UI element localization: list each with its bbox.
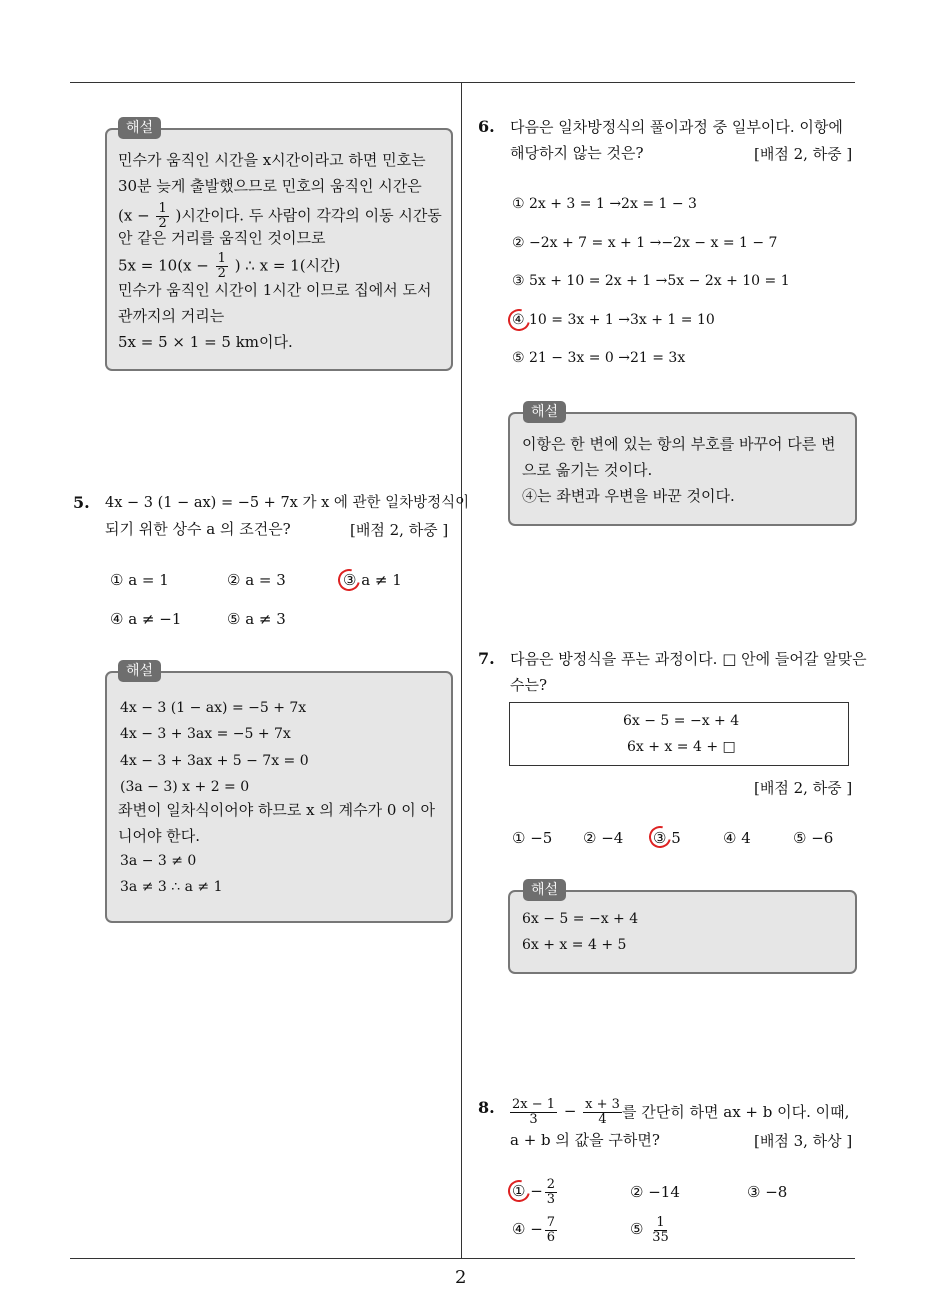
fraction bbox=[650, 1216, 671, 1245]
numerator: 1 bbox=[656, 1214, 665, 1230]
denominator: 35 bbox=[652, 1229, 669, 1245]
solution-tag: 해설 bbox=[118, 660, 161, 682]
text-fragment: ) ∴ x = 1(시간) bbox=[234, 256, 341, 275]
answer-mark-circle bbox=[504, 305, 534, 335]
question-text: 다음은 일차방정식의 풀이과정 중 일부이다. 이항에 bbox=[510, 118, 843, 136]
option-4[interactable] bbox=[512, 1210, 559, 1248]
denominator: 2 bbox=[217, 266, 226, 281]
option-4[interactable]: ④ a ≠ −1 bbox=[110, 610, 182, 628]
option-label: ① − bbox=[512, 1182, 543, 1200]
numerator: 2 bbox=[546, 1176, 556, 1192]
option-2[interactable]: ② −4 bbox=[583, 829, 624, 847]
text-fragment: (x − bbox=[118, 206, 150, 225]
top-rule bbox=[70, 82, 855, 83]
question-text: 해당하지 않는 것은? bbox=[510, 144, 644, 162]
solution-line: (3a − 3) x + 2 = 0 bbox=[120, 779, 250, 795]
solution-line: 5x = 5 × 1 = 5 km이다. bbox=[118, 333, 293, 351]
solution-box-7 bbox=[508, 890, 857, 974]
option-3[interactable]: ③ 5 bbox=[653, 829, 681, 847]
numerator: 7 bbox=[546, 1214, 556, 1230]
denominator: 2 bbox=[158, 216, 167, 231]
question-number: 5. bbox=[73, 493, 90, 512]
fraction-1 bbox=[510, 1098, 557, 1127]
question-number: 8. bbox=[478, 1098, 495, 1117]
option-5[interactable]: ⑤ 21 − 3x = 0 →21 = 3x bbox=[512, 350, 686, 366]
solution-line: 4x − 3 + 3ax = −5 + 7x bbox=[120, 726, 291, 742]
option-label: ④ − bbox=[512, 1220, 543, 1238]
equation-line: 6x + x = 4 + □ bbox=[627, 739, 736, 755]
solution-line: 이항은 한 변에 있는 항의 부호를 바꾸어 다른 변 bbox=[522, 435, 836, 453]
option-5[interactable] bbox=[630, 1210, 673, 1248]
grade-label: [배점 2, 하중 ] bbox=[350, 521, 449, 539]
solution-tag: 해설 bbox=[523, 401, 566, 423]
denominator: 4 bbox=[598, 1111, 607, 1127]
option-2[interactable]: ② −2x + 7 = x + 1 →−2x − x = 1 − 7 bbox=[512, 235, 778, 251]
question-text: 되기 위한 상수 a 의 조건은? bbox=[105, 520, 291, 538]
question-number: 6. bbox=[478, 117, 495, 136]
text-fragment: )시간이다. 두 사람이 각각의 이동 시간동 bbox=[175, 206, 442, 225]
solution-line: 좌변이 일차식이어야 하므로 x 의 계수가 0 이 아 bbox=[118, 801, 435, 819]
option-3[interactable]: ③ −8 bbox=[747, 1183, 788, 1201]
minus-sign: − bbox=[563, 1102, 577, 1120]
option-5[interactable]: ⑤ −6 bbox=[793, 829, 834, 847]
solution-line: 민수가 움직인 시간을 x시간이라고 하면 민호는 bbox=[118, 151, 426, 169]
solution-tag: 해설 bbox=[523, 879, 566, 901]
option-1[interactable]: ① 2x + 3 = 1 →2x = 1 − 3 bbox=[512, 196, 697, 212]
solution-line: 으로 옮기는 것이다. bbox=[522, 461, 653, 479]
numerator: 1 bbox=[217, 251, 226, 266]
fraction-half bbox=[216, 252, 228, 281]
solution-line: ④는 좌변과 우변을 바꾼 것이다. bbox=[522, 487, 735, 505]
solution-line: 3a ≠ 3 ∴ a ≠ 1 bbox=[120, 879, 223, 895]
solution-line bbox=[118, 202, 442, 231]
option-2[interactable]: ② −14 bbox=[630, 1183, 680, 1201]
option-1[interactable]: ① a = 1 bbox=[110, 571, 169, 589]
numerator: x + 3 bbox=[585, 1096, 620, 1112]
fraction-2 bbox=[583, 1098, 622, 1127]
question-expression bbox=[508, 1094, 624, 1128]
column-divider bbox=[461, 83, 462, 1258]
solution-line: 3a − 3 ≠ 0 bbox=[120, 853, 197, 869]
grade-label: [배점 2, 하중 ] bbox=[754, 145, 853, 163]
option-4[interactable]: ④ 10 = 3x + 1 →3x + 1 = 10 bbox=[512, 312, 715, 328]
answer-mark-circle bbox=[334, 565, 364, 595]
fraction bbox=[545, 1178, 557, 1207]
option-label: ⑤ bbox=[630, 1220, 644, 1238]
option-3[interactable]: ③ 5x + 10 = 2x + 1 →5x − 2x + 10 = 1 bbox=[512, 273, 790, 289]
solution-line: 안 같은 거리를 움직인 것이므로 bbox=[118, 229, 326, 247]
text-fragment: 5x = 10(x − bbox=[118, 256, 209, 275]
denominator: 3 bbox=[529, 1111, 538, 1127]
bottom-rule bbox=[70, 1258, 855, 1259]
denominator: 6 bbox=[546, 1229, 556, 1245]
solution-tag: 해설 bbox=[118, 117, 161, 139]
option-2[interactable]: ② a = 3 bbox=[227, 571, 286, 589]
answer-mark-circle bbox=[645, 822, 675, 852]
option-5[interactable]: ⑤ a ≠ 3 bbox=[227, 610, 286, 628]
solution-line: 6x + x = 4 + 5 bbox=[522, 937, 627, 953]
grade-label: [배점 3, 하상 ] bbox=[754, 1132, 853, 1150]
question-number: 7. bbox=[478, 649, 495, 668]
option-1[interactable]: ① −5 bbox=[512, 829, 553, 847]
page-number: 2 bbox=[455, 1267, 467, 1288]
numerator: 2x − 1 bbox=[512, 1096, 556, 1112]
option-4[interactable]: ④ 4 bbox=[723, 829, 751, 847]
question-text: 4x − 3 (1 − ax) = −5 + 7x 가 x 에 관한 일차방정식이 bbox=[105, 495, 470, 511]
solution-line: 관까지의 거리는 bbox=[118, 307, 225, 325]
question-text: a + b 의 값을 구하면? bbox=[510, 1131, 660, 1149]
solution-line: 6x − 5 = −x + 4 bbox=[522, 911, 639, 927]
numerator: 1 bbox=[158, 201, 167, 216]
equation-line: 6x − 5 = −x + 4 bbox=[623, 713, 740, 729]
question-text: 를 간단히 하면 ax + b 이다. 이때, bbox=[622, 1103, 850, 1121]
solution-line: 4x − 3 + 3ax + 5 − 7x = 0 bbox=[120, 753, 309, 769]
grade-label: [배점 2, 하중 ] bbox=[754, 779, 853, 797]
solution-line: 30분 늦게 출발했으므로 민호의 움직인 시간은 bbox=[118, 177, 422, 195]
solution-line bbox=[118, 252, 340, 281]
fraction bbox=[545, 1216, 557, 1245]
question-text: 다음은 방정식을 푸는 과정이다. □ 안에 들어갈 알맞은 bbox=[510, 650, 867, 668]
fraction-half bbox=[156, 202, 168, 231]
solution-line: 민수가 움직인 시간이 1시간 이므로 집에서 도서 bbox=[118, 281, 432, 299]
solution-line: 4x − 3 (1 − ax) = −5 + 7x bbox=[120, 700, 307, 716]
option-3[interactable]: ③ a ≠ 1 bbox=[343, 571, 402, 589]
question-text: 수는? bbox=[510, 676, 548, 694]
denominator: 3 bbox=[546, 1191, 556, 1207]
solution-line: 니어야 한다. bbox=[118, 827, 200, 845]
